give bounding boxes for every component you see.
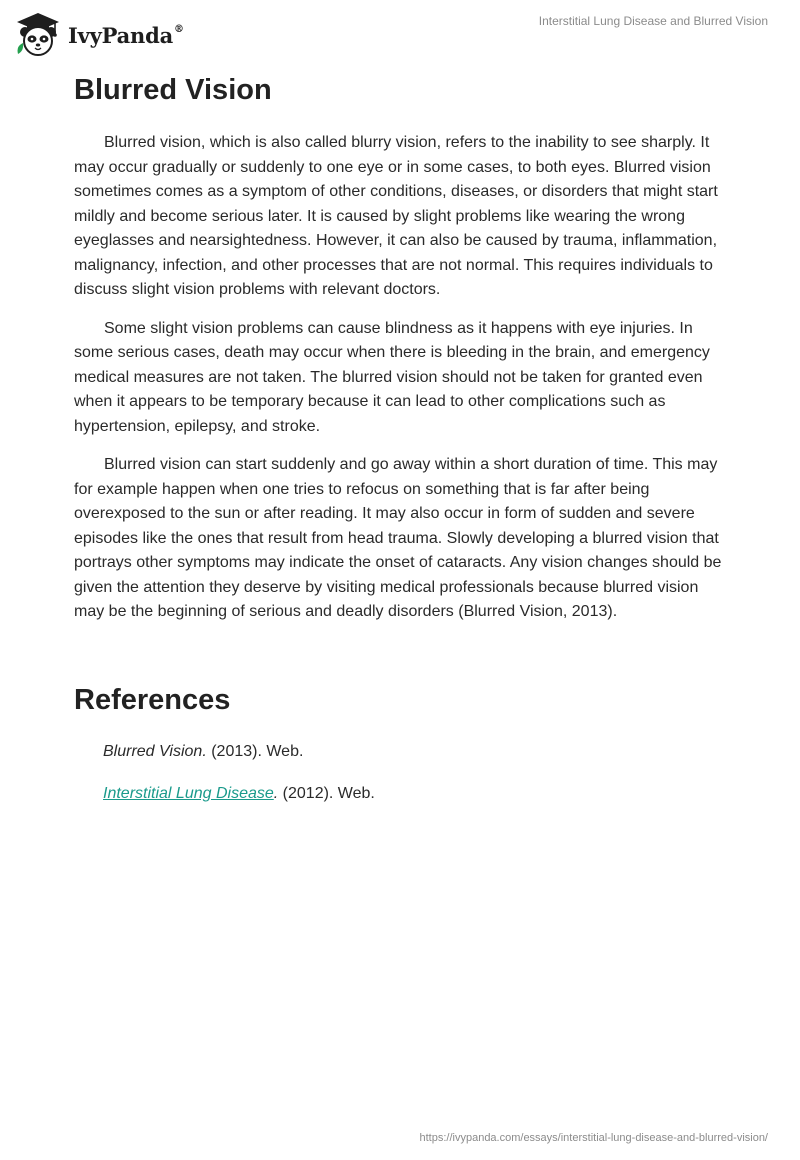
reference-details: (2013). Web. — [206, 743, 304, 760]
registered-mark: ® — [174, 23, 184, 35]
running-title: Interstitial Lung Disease and Blurred Vision — [538, 14, 768, 28]
reference-title-punct: . — [273, 785, 279, 802]
references-heading: References — [74, 684, 231, 716]
reference-item — [103, 782, 703, 806]
paragraph: Some slight vision problems can cause blindness as it happens with eye injuries. In some serious cases, death may occur when there is bleeding in the brain, and emergency medical measures are not taken. The blurred vision should not be taken for granted even when it appears to be temporary because it can lead to other complications such as hypertension, epilepsy, and stroke. — [74, 319, 710, 435]
reference-title-punct: . — [202, 743, 207, 760]
page-title: Blurred Vision — [74, 74, 272, 106]
reference-title: Blurred Vision — [103, 743, 203, 760]
reference-item — [103, 740, 703, 764]
essay-body — [74, 131, 732, 639]
brand-logo[interactable] — [14, 10, 184, 58]
references-list — [103, 740, 703, 824]
paragraph: Blurred vision can start suddenly and go away within a short duration of time. This may for example happen when one tries to refocus on something that is far after being overexposed to the sun or after reading. It may also occur in form of sudden and severe episodes like the ones that result from head trauma. Slowly developing a blurred vision that portrays other symptoms may indicate the onset of cataracts. Any vision changes should be given the attention they deserve by visiting medical professionals because blurred vision may be the beginning of serious and deadly disorders (Blurred Vision, 2013). — [74, 456, 722, 620]
paragraph: Blurred vision, which is also called blurry vision, refers to the inability to see sharply. It may occur gradually or suddenly to one eye or in some cases, to both eyes. Blurred vision sometimes comes as a symptom of other conditions, diseases, or disorders that might start mildly and become serious later. It is caused by slight problems like wearing the wrong eyeglasses and nearsightedness. However, it can also be caused by trauma, inflammation, malignancy, infection, and other processes that are not normal. This requires individuals to discuss slight vision problems with relevant doctors. — [74, 134, 718, 298]
panda-graduate-icon — [14, 10, 62, 58]
brand-name: IvyPanda® — [68, 22, 184, 48]
reference-details: (2012). Web. — [278, 785, 375, 802]
footer-url[interactable]: https://ivypanda.com/essays/interstitial-lung-disease-and-blurred-vision/ — [419, 1132, 768, 1144]
reference-link[interactable]: Interstitial Lung Disease — [103, 785, 274, 802]
